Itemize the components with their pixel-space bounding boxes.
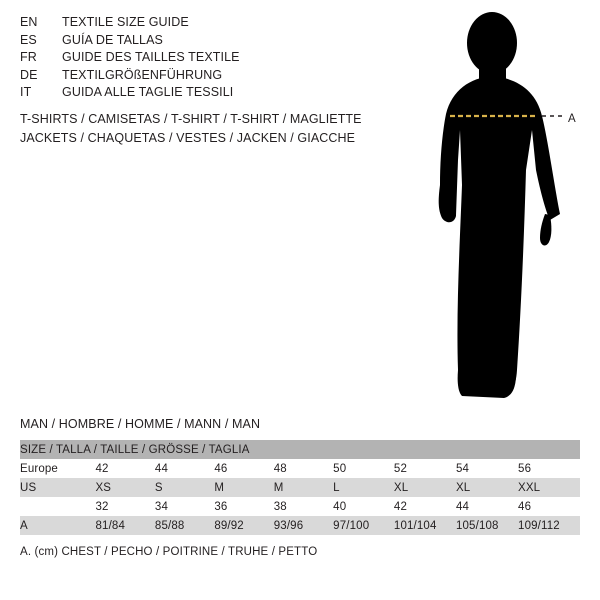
table-row xyxy=(20,516,580,535)
table-cell: 93/96 xyxy=(274,516,333,535)
table-cell: 85/88 xyxy=(155,516,214,535)
table-cell: XS xyxy=(95,478,154,497)
table-header-row xyxy=(20,440,580,459)
table-cell: 97/100 xyxy=(333,516,394,535)
language-text: GUÍA DE TALLAS xyxy=(62,32,163,47)
language-code: DE xyxy=(20,67,38,82)
table-cell: 54 xyxy=(456,459,518,478)
silhouette-icon xyxy=(400,10,600,410)
language-text: TEXTILE SIZE GUIDE xyxy=(62,15,189,29)
size-table-wrapper xyxy=(20,440,580,535)
table-cell: L xyxy=(333,478,394,497)
language-text: GUIDA ALLE TAGLIE TESSILI xyxy=(62,85,234,100)
table-cell: 56 xyxy=(518,459,580,478)
table-group-title: MAN / HOMBRE / HOMME / MANN / MAN xyxy=(20,417,261,431)
language-row xyxy=(20,14,380,32)
language-row xyxy=(20,49,380,67)
language-code: ES xyxy=(20,32,37,47)
row-label: Europe xyxy=(20,459,95,478)
table-cell: 50 xyxy=(333,459,394,478)
table-cell: 48 xyxy=(274,459,333,478)
language-list xyxy=(20,14,380,102)
table-cell: 81/84 xyxy=(95,516,154,535)
table-cell: 36 xyxy=(214,497,273,516)
table-cell: 89/92 xyxy=(214,516,273,535)
table-cell: 105/108 xyxy=(456,516,518,535)
table-cell: 46 xyxy=(214,459,273,478)
table-cell: 42 xyxy=(394,497,456,516)
chest-measure-label: A xyxy=(568,113,576,125)
row-label: US xyxy=(20,478,95,497)
table-header-label: SIZE / TALLA / TAILLE / GRÖSSE / TAGLIA xyxy=(20,440,580,459)
table-cell: 40 xyxy=(333,497,394,516)
language-code: EN xyxy=(20,15,38,29)
table-cell: 42 xyxy=(95,459,154,478)
table-cell: 44 xyxy=(456,497,518,516)
table-cell: XL xyxy=(394,478,456,497)
row-label xyxy=(20,497,95,516)
table-cell: 34 xyxy=(155,497,214,516)
table-cell: 52 xyxy=(394,459,456,478)
size-table xyxy=(20,440,580,535)
table-row xyxy=(20,497,580,516)
table-cell: S xyxy=(155,478,214,497)
language-row xyxy=(20,32,380,50)
table-cell: XXL xyxy=(518,478,580,497)
language-text: TEXTILGRÖßENFÜHRUNG xyxy=(62,67,223,82)
category-jackets: JACKETS / CHAQUETAS / VESTES / JACKEN / GIACCHE xyxy=(20,131,356,145)
language-row xyxy=(20,84,380,102)
language-code: IT xyxy=(20,85,32,100)
table-cell: M xyxy=(214,478,273,497)
table-cell: 46 xyxy=(518,497,580,516)
language-code: FR xyxy=(20,50,37,65)
table-cell: XL xyxy=(456,478,518,497)
table-row xyxy=(20,478,580,497)
table-cell: 109/112 xyxy=(518,516,580,535)
male-silhouette-figure xyxy=(400,10,600,410)
table-cell: 32 xyxy=(95,497,154,516)
row-label: A xyxy=(20,516,95,535)
table-cell: 44 xyxy=(155,459,214,478)
language-text: GUIDE DES TAILLES TEXTILE xyxy=(62,50,240,65)
table-cell: 38 xyxy=(274,497,333,516)
table-row xyxy=(20,459,580,478)
measurement-footnote: A. (cm) CHEST / PECHO / POITRINE / TRUHE / PETTO xyxy=(20,546,318,558)
table-cell: 101/104 xyxy=(394,516,456,535)
category-tshirts: T-SHIRTS / CAMISETAS / T-SHIRT / T-SHIRT / MAGLIETTE xyxy=(20,112,362,126)
language-row xyxy=(20,67,380,85)
table-cell: M xyxy=(274,478,333,497)
category-headings xyxy=(20,110,420,148)
